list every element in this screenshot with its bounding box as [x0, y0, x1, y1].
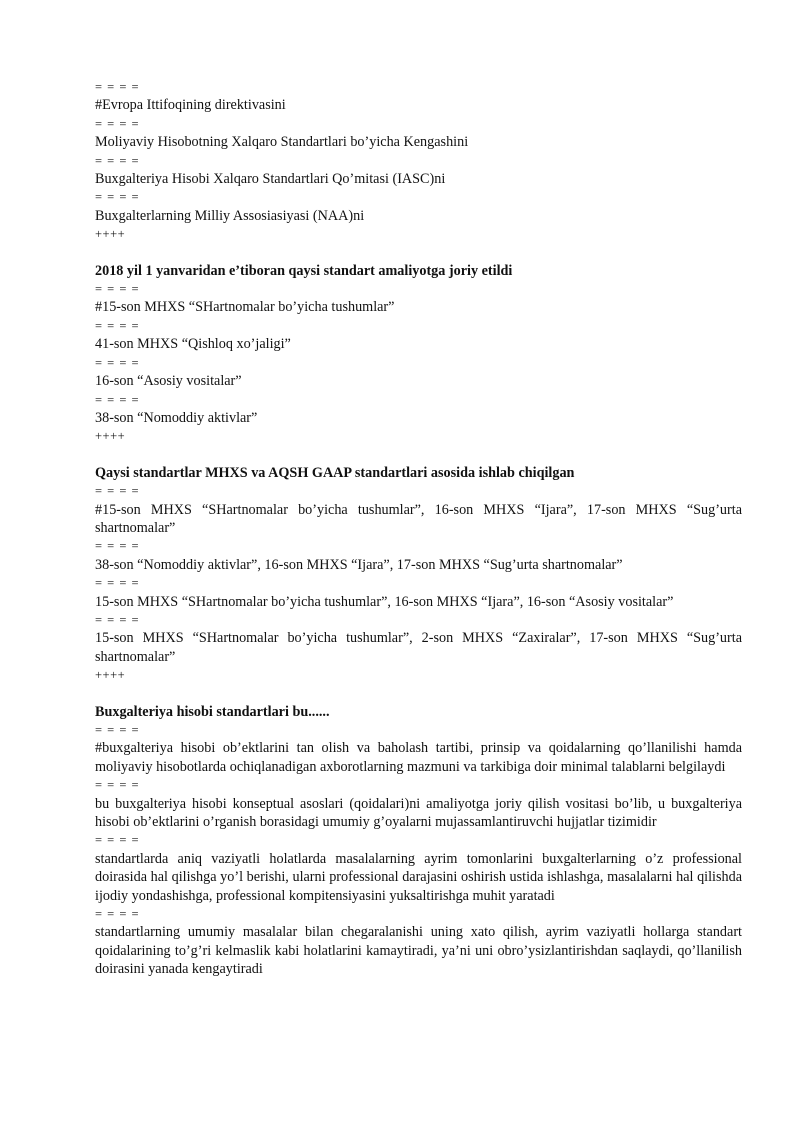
question-block-2 — [95, 464, 742, 685]
option-separator: = = = = — [95, 484, 140, 499]
answer-option: 15-son MHXS “SHartnomalar bo’yicha tushumlar”, 2-son MHXS “Zaxiralar”, 17-son MHXS “Sug’urta shartnomalar” — [95, 630, 742, 665]
option-separator: = = = = — [95, 833, 140, 848]
question-end-marker: ++++ — [95, 668, 126, 683]
option-separator: = = = = — [95, 576, 140, 591]
question-block-1 — [95, 262, 742, 446]
option-separator: = = = = — [95, 80, 140, 94]
answer-option: Buxgalterlarning Milliy Assosiasiyasi (NAA)ni — [95, 207, 365, 224]
answer-option: 15-son MHXS “SHartnomalar bo’yicha tushumlar”, 16-son MHXS “Ijara”, 16-son “Asosiy vositalar” — [95, 593, 674, 610]
answer-option: Buxgalteriya Hisobi Xalqaro Standartlari Qo’mitasi (IASC)ni — [95, 171, 446, 188]
answer-block-0 — [95, 78, 742, 244]
answer-option-correct: #Evropa Ittifoqining direktivasini — [95, 97, 286, 114]
answer-option-correct: #15-son MHXS “SHartnomalar bo’yicha tushumlar” — [95, 299, 395, 316]
question-end-marker: ++++ — [95, 227, 126, 242]
option-separator: = = = = — [95, 778, 140, 793]
option-separator: = = = = — [95, 907, 140, 922]
option-separator: = = = = — [95, 318, 140, 333]
answer-option: standartlarning umumiy masalalar bilan chegaralanishi uning xato qilish, ayrim vaziyatli hollarga standart qoidalarining to’g’ri kelmaslik kabi holatlarini kamaytiradi, ya’ni uni obro’ysizlantirishdan saqlaydi, qo’llanilish doirasini yanada kengaytiradi — [95, 924, 742, 978]
answer-option: 38-son “Nomoddiy aktivlar” — [95, 409, 258, 426]
answer-option-correct: #15-son MHXS “SHartnomalar bo’yicha tushumlar”, 16-son MHXS “Ijara”, 17-son MHXS “Sug’urta shartnomalar” — [95, 501, 742, 536]
option-separator: = = = = — [95, 539, 140, 554]
document-page — [95, 78, 742, 979]
option-separator: = = = = — [95, 355, 140, 370]
question-end-marker: ++++ — [95, 429, 126, 444]
option-separator: = = = = — [95, 153, 140, 168]
option-separator: = = = = — [95, 116, 140, 131]
question-text: Qaysi standartlar MHXS va AQSH GAAP standartlari asosida ishlab chiqilgan — [95, 464, 575, 481]
answer-option: Moliyaviy Hisobotning Xalqaro Standartlari bo’yicha Kengashini — [95, 134, 469, 151]
question-text: Buxgalteriya hisobi standartlari bu...... — [95, 703, 330, 720]
option-separator: = = = = — [95, 723, 140, 737]
answer-option: standartlarda aniq vaziyatli holatlarda masalalarning ayrim tomonlarini buxgalterlarning o’z professional doirasida hal qilishga yo’l berishi, ularni professional darajasini oshirish ustida ishlashga, masalalarni hal qilishda ijodiy yondashishga, professional kompitensiyasini yuksaltirishga muhit yaratadi — [95, 850, 742, 904]
answer-option: 41-son MHXS “Qishloq xo’jaligi” — [95, 336, 291, 353]
answer-option-correct: #buxgalteriya hisobi ob’ektlarini tan olish va baholash tartibi, prinsip va qoidalarning qo’llanilishi hamda moliyaviy hisobotlarda ochiqlanadigan axborotlarning mazmuni va tarkibiga doir minimal talablarni belgilaydi — [95, 740, 742, 775]
option-separator: = = = = — [95, 612, 140, 627]
option-separator: = = = = — [95, 392, 140, 407]
option-separator: = = = = — [95, 190, 140, 205]
answer-option: 16-son “Asosiy vositalar” — [95, 373, 242, 390]
answer-option: 38-son “Nomoddiy aktivlar”, 16-son MHXS “Ijara”, 17-son MHXS “Sug’urta shartnomalar” — [95, 556, 623, 573]
option-separator: = = = = — [95, 282, 140, 297]
answer-option: bu buxgalteriya hisobi konseptual asoslari (qoidalari)ni amaliyotga joriy qilish vositasi bo’lib, u buxgalteriya hisobi ob’ektlarini o’rganish borasidagi umumiy g’oyalarni mujassamlantiruvchi hujjatlar tizimidir — [95, 795, 742, 831]
question-text: 2018 yil 1 yanvaridan e’tiboran qaysi standart amaliyotga joriy etildi — [95, 262, 513, 279]
question-block-3 — [95, 703, 742, 979]
